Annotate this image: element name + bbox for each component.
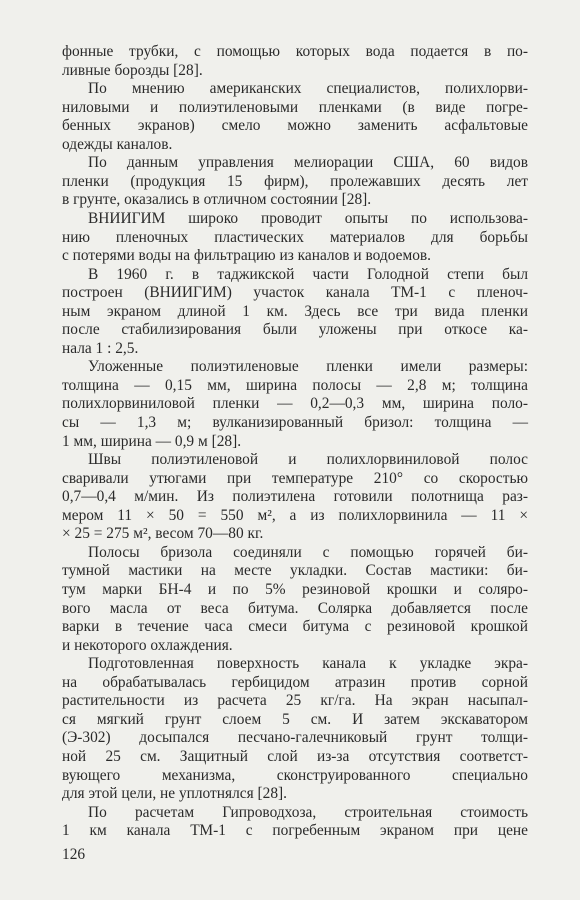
- text-line: варки в течение часа смеси битума с резиновой крошкой: [62, 618, 528, 636]
- page-number: 126: [62, 846, 86, 863]
- text-line: По данным управления мелиорации США, 60 видов: [88, 154, 528, 172]
- text-line: нала 1 : 2,5.: [62, 339, 139, 357]
- text-line: Полосы бризола соединяли с помощью горячей би-: [88, 543, 528, 561]
- text-line: пленки (продукция 15 фирм), пролежавших десять лет: [62, 172, 528, 190]
- text-line: на обрабатывалась гербицидом атразин против сорной: [62, 673, 528, 691]
- text-line: Уложенные полиэтиленовые пленки имели размеры:: [88, 358, 528, 376]
- text-line: с потерями воды на фильтрацию из каналов и водоемов.: [62, 247, 432, 265]
- text-line: мером 11 × 50 = 550 м², а из полихлорвинила — 11 ×: [62, 506, 528, 524]
- text-line: и некоторого охлаждения.: [62, 636, 233, 654]
- text-line: тум марки БН-4 и по 5% резиновой крошки и соляро-: [62, 581, 528, 598]
- text-line: ВНИИГИМ широко проводит опыты по использова-: [88, 210, 528, 227]
- text-line: По мнению американских специалистов, полихлорви-: [88, 80, 528, 98]
- text-line: бенных экранов) смело можно заменить асфальтовые: [62, 117, 528, 135]
- text-line: ся мягкий грунт слоем 5 см. И затем экскаватором: [62, 710, 528, 728]
- text-line: Подготовленная поверхность канала к укладке экра-: [88, 655, 528, 673]
- text-line: × 25 = 275 м², весом 70—80 кг.: [62, 525, 264, 543]
- text-line: сы — 1,3 м; вулканизированный бризол: толщина —: [62, 414, 528, 431]
- text-line: сваривали утюгами при температуре 210° со скоростью: [62, 469, 528, 487]
- text-line: тумной мастики на месте укладки. Состав мастики: би-: [62, 562, 528, 580]
- text-line: вого масла от веса битума. Солярка добавляется после: [62, 599, 528, 617]
- text-line: ным экраном длиной 1 км. Здесь все три вида пленки: [62, 302, 528, 320]
- text-line: В 1960 г. в таджикской части Голодной степи был: [88, 265, 528, 283]
- text-line: для этой цели, не уплотнялся [28].: [62, 785, 288, 802]
- text-line: 1 мм, ширина — 0,9 м [28].: [62, 432, 242, 450]
- text-line: в грунте, оказались в отличном состоянии [28].: [62, 191, 372, 209]
- text-line: ной 25 см. Защитный слой из-за отсутствия соответст-: [62, 747, 528, 765]
- text-line: построен (ВНИИГИМ) участок канала ТМ-1 с пленоч-: [62, 284, 528, 302]
- text-line: фонные трубки, с помощью которых вода подается в по-: [62, 43, 528, 60]
- text-line: после стабилизирования были уложены при откосе ка-: [62, 321, 528, 339]
- text-line: 1 км канала ТМ-1 с погребенным экраном при цене: [62, 822, 528, 840]
- text-line: По расчетам Гипроводхоза, строительная стоимость: [88, 803, 528, 821]
- text-line: нию пленочных пластических материалов для борьбы: [62, 228, 528, 246]
- text-line: вующего механизма, сконструированного специально: [62, 766, 528, 784]
- text-line: толщина — 0,15 мм, ширина полосы — 2,8 м; толщина: [62, 376, 528, 394]
- text-line: 0,7—0,4 м/мин. Из полиэтилена готовили полотнища раз-: [62, 488, 528, 506]
- text-line: растительности из расчета 25 кг/га. На экран насыпал-: [62, 692, 528, 710]
- text-line: ниловыми и полиэтиленовыми пленками (в виде погре-: [62, 98, 528, 116]
- text-line: (Э-302) досыпался песчано-галечниковый грунт толщи-: [62, 729, 528, 747]
- text-line: ливные борозды [28].: [62, 61, 203, 79]
- text-line: Швы полиэтиленовой и полихлорвиниловой полос: [88, 451, 528, 469]
- text-line: полихлорвиниловой пленки — 0,2—0,3 мм, ширина поло-: [62, 395, 528, 413]
- text-line: одежды каналов.: [62, 135, 173, 153]
